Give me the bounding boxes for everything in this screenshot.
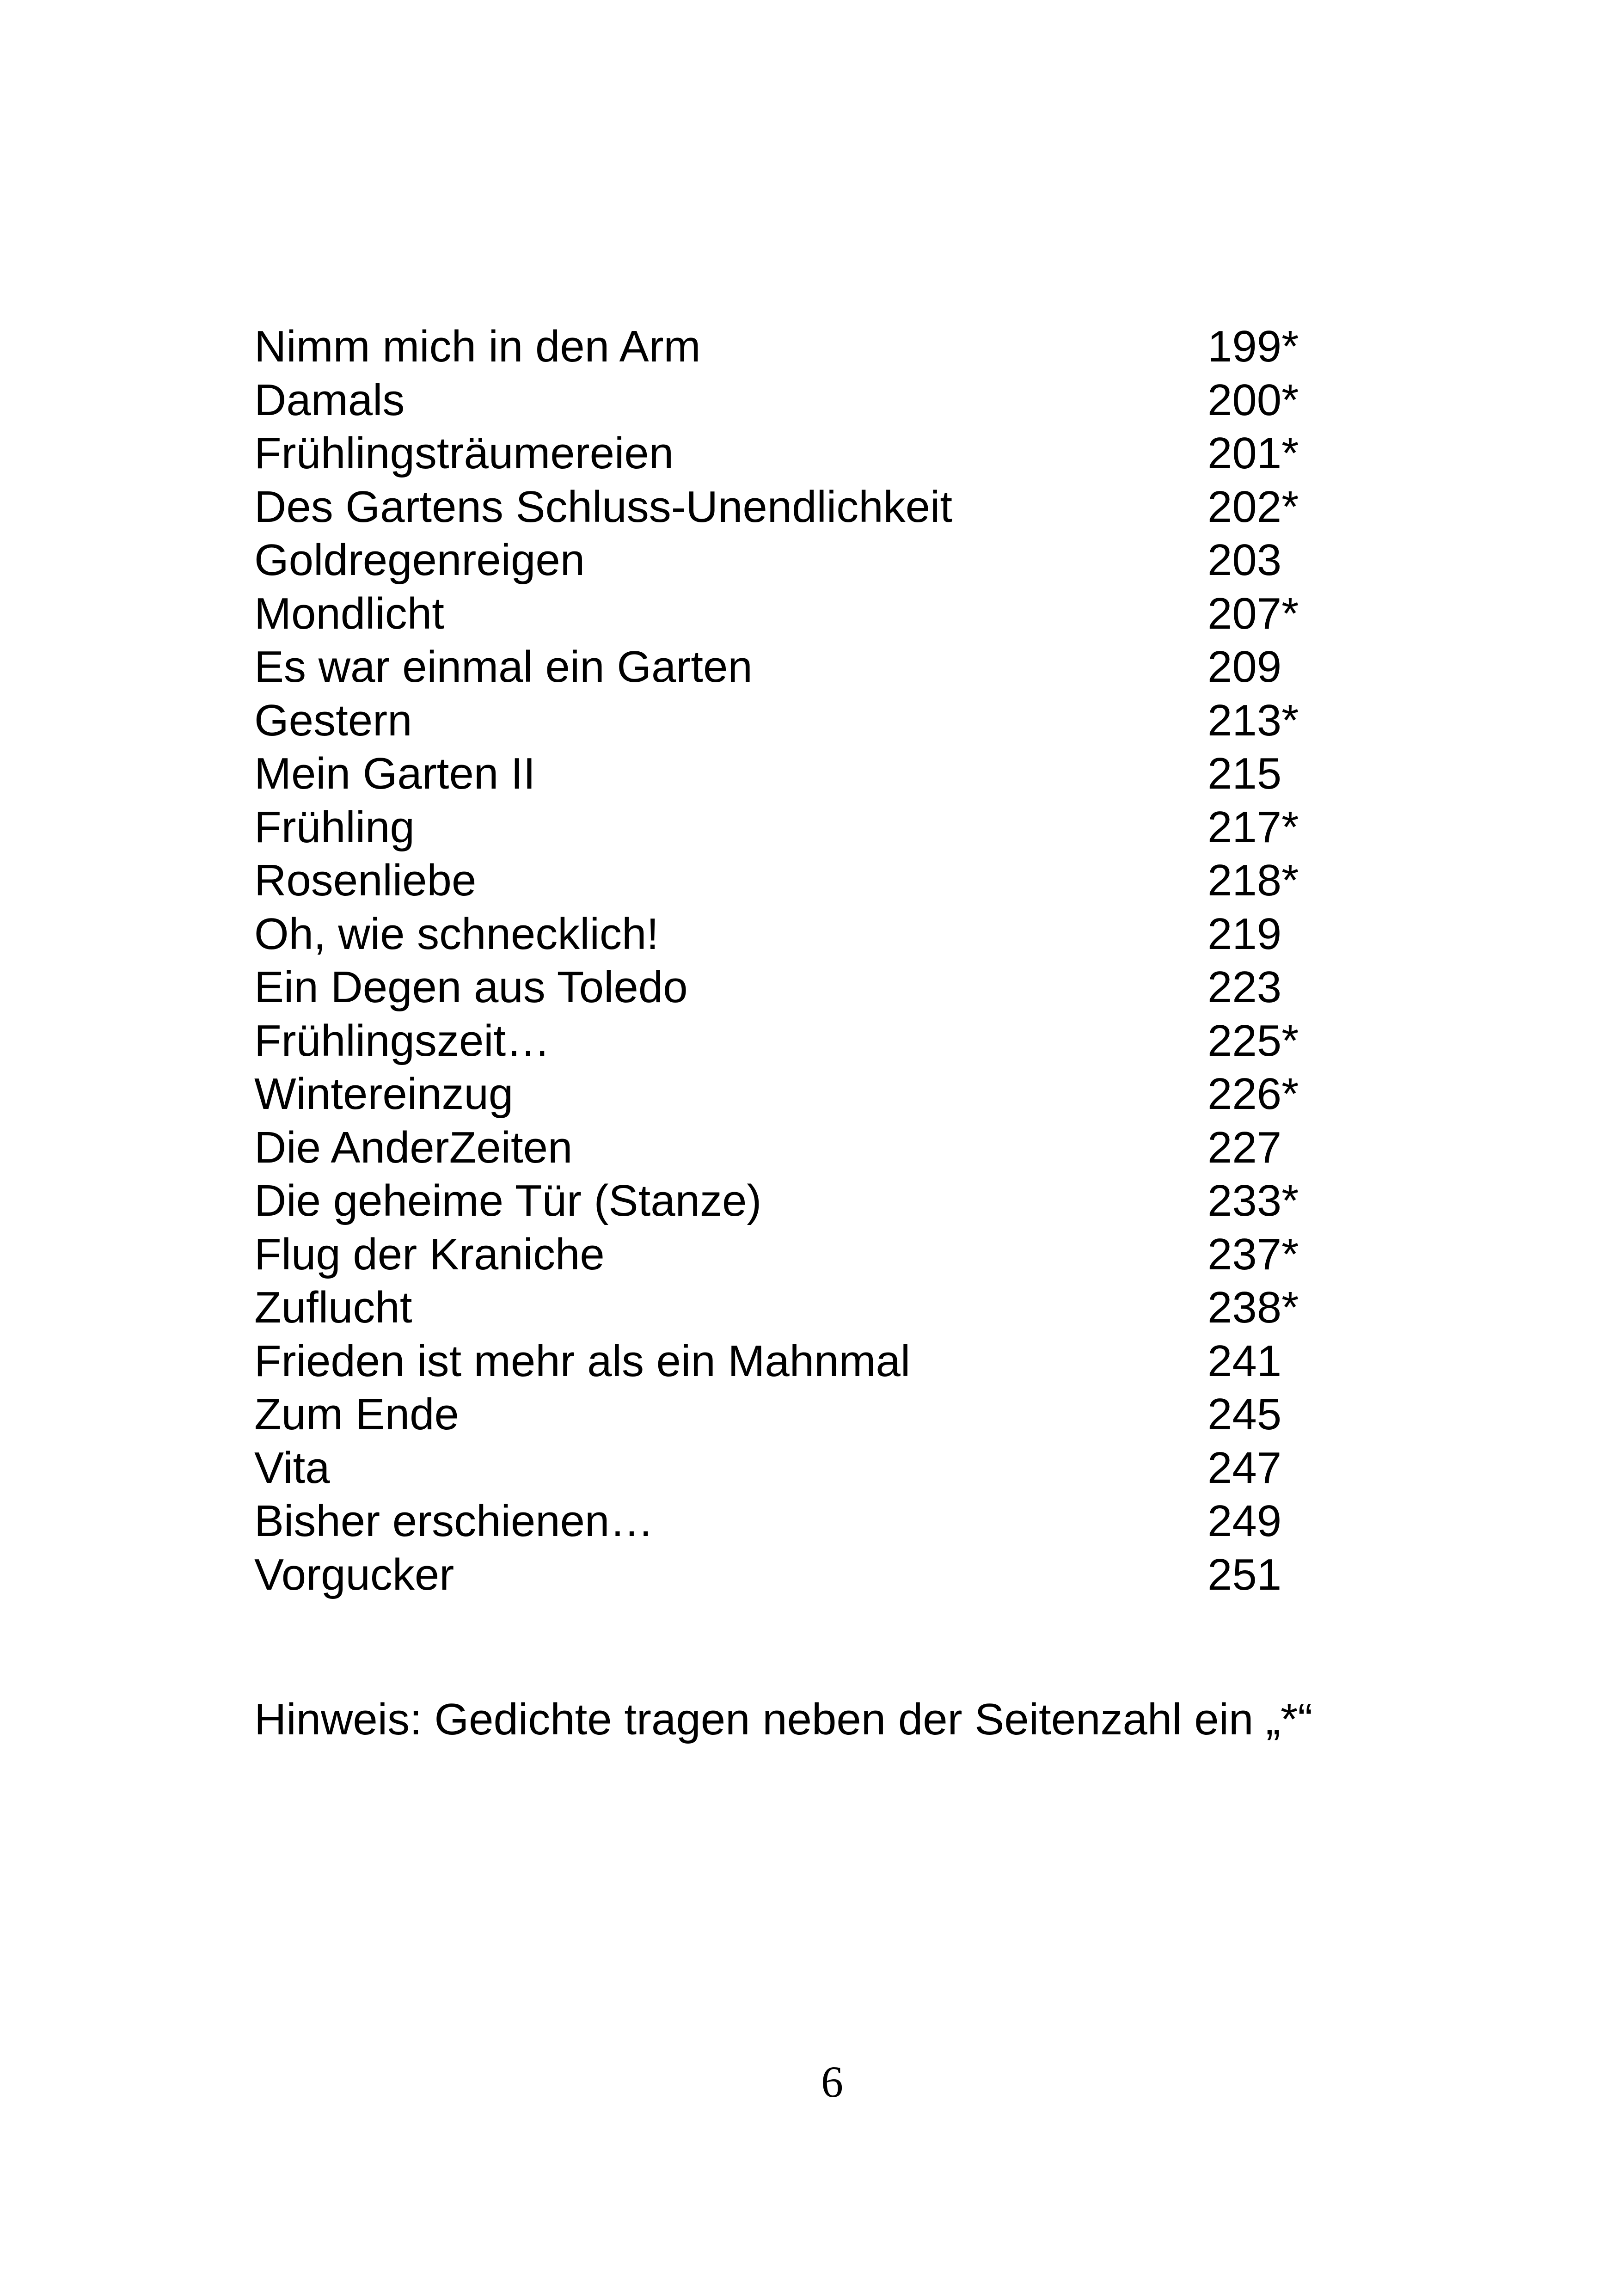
toc-entry [254,961,1364,1014]
toc-entry-page: 249 [1207,1496,1282,1546]
toc-entry [254,1281,1364,1335]
toc-entry-page: 218* [1207,856,1299,905]
toc-entry [254,694,1364,747]
toc-entry-title: Frühling [254,802,415,852]
toc-entry [254,801,1364,854]
toc-entry-page: 223 [1207,962,1282,1012]
toc-entry-title: Bisher erschienen… [254,1496,654,1546]
toc-entry-page: 225* [1207,1016,1299,1065]
toc-entry-page: 238* [1207,1283,1299,1332]
toc-entry-title: Frieden ist mehr als ein Mahnmal [254,1336,911,1386]
note-text: Hinweis: Gedichte tragen neben der Seitenzahl ein „*“ [254,1695,1313,1744]
toc-entry [254,1067,1364,1121]
toc-entry [254,907,1364,961]
toc-entry [254,1388,1364,1441]
toc-entry-title: Damals [254,375,405,425]
toc-entry-title: Oh, wie schnecklich! [254,909,659,959]
toc-entry-title: Ein Degen aus Toledo [254,962,688,1012]
toc-entry [254,1014,1364,1068]
toc-entry-title: Goldregenreigen [254,535,585,585]
toc-entry-page: 200* [1207,375,1299,425]
toc-entry-page: 245 [1207,1390,1282,1439]
toc-entry-page: 241 [1207,1336,1282,1386]
toc-entry-page: 217* [1207,802,1299,852]
toc-entry-page: 199* [1207,322,1299,371]
toc-entry-page: 226* [1207,1069,1299,1119]
toc-entry [254,1335,1364,1388]
toc-entry-title: Nimm mich in den Arm [254,322,701,371]
toc-entry-title: Frühlingszeit… [254,1016,551,1065]
toc-entry [254,320,1364,373]
toc-entry-title: Vita [254,1443,330,1493]
toc-entry [254,1548,1364,1602]
toc-entry-title: Die geheime Tür (Stanze) [254,1176,762,1225]
toc-entry-page: 213* [1207,695,1299,745]
toc-entry-page: 251 [1207,1549,1282,1599]
toc-entry-page: 237* [1207,1229,1299,1279]
toc-entry-title: Mein Garten II [254,749,536,798]
toc-entry-title: Wintereinzug [254,1069,514,1119]
toc-entry-title: Es war einmal ein Garten [254,642,753,692]
toc-entry-page: 207* [1207,588,1299,638]
toc-entry [254,1441,1364,1495]
toc-entry-title: Zuflucht [254,1283,412,1332]
toc-entry-page: 209 [1207,642,1282,692]
toc-entry [254,373,1364,427]
toc-entry [254,1174,1364,1228]
toc-entry-title: Flug der Kraniche [254,1229,605,1279]
toc-entry-page: 215 [1207,749,1282,798]
toc-entry-title: Die AnderZeiten [254,1122,573,1172]
toc-entry-title: Frühlingsträumereien [254,429,674,478]
toc-entry-page: 219 [1207,909,1282,959]
toc-entry [254,747,1364,801]
toc-entry-title: Zum Ende [254,1390,459,1439]
toc-entry [254,640,1364,694]
table-of-contents [254,320,1364,1601]
toc-entry-title: Mondlicht [254,588,444,638]
toc-entry [254,1121,1364,1175]
toc-entry-title: Vorgucker [254,1549,454,1599]
toc-entry-page: 201* [1207,429,1299,478]
toc-entry-title: Rosenliebe [254,856,477,905]
page-number: 6 [821,2057,843,2106]
toc-entry [254,1228,1364,1281]
toc-entry-page: 247 [1207,1443,1282,1493]
toc-entry [254,854,1364,907]
toc-entry [254,1494,1364,1548]
toc-entry [254,533,1364,587]
toc-entry [254,587,1364,641]
toc-entry-title: Gestern [254,695,412,745]
toc-entry-page: 227 [1207,1122,1282,1172]
toc-entry [254,480,1364,534]
toc-entry-page: 202* [1207,482,1299,532]
toc-entry-title: Des Gartens Schluss-Unendlichkeit [254,482,952,532]
toc-entry-page: 233* [1207,1176,1299,1225]
toc-entry-page: 203 [1207,535,1282,585]
toc-entry [254,427,1364,480]
